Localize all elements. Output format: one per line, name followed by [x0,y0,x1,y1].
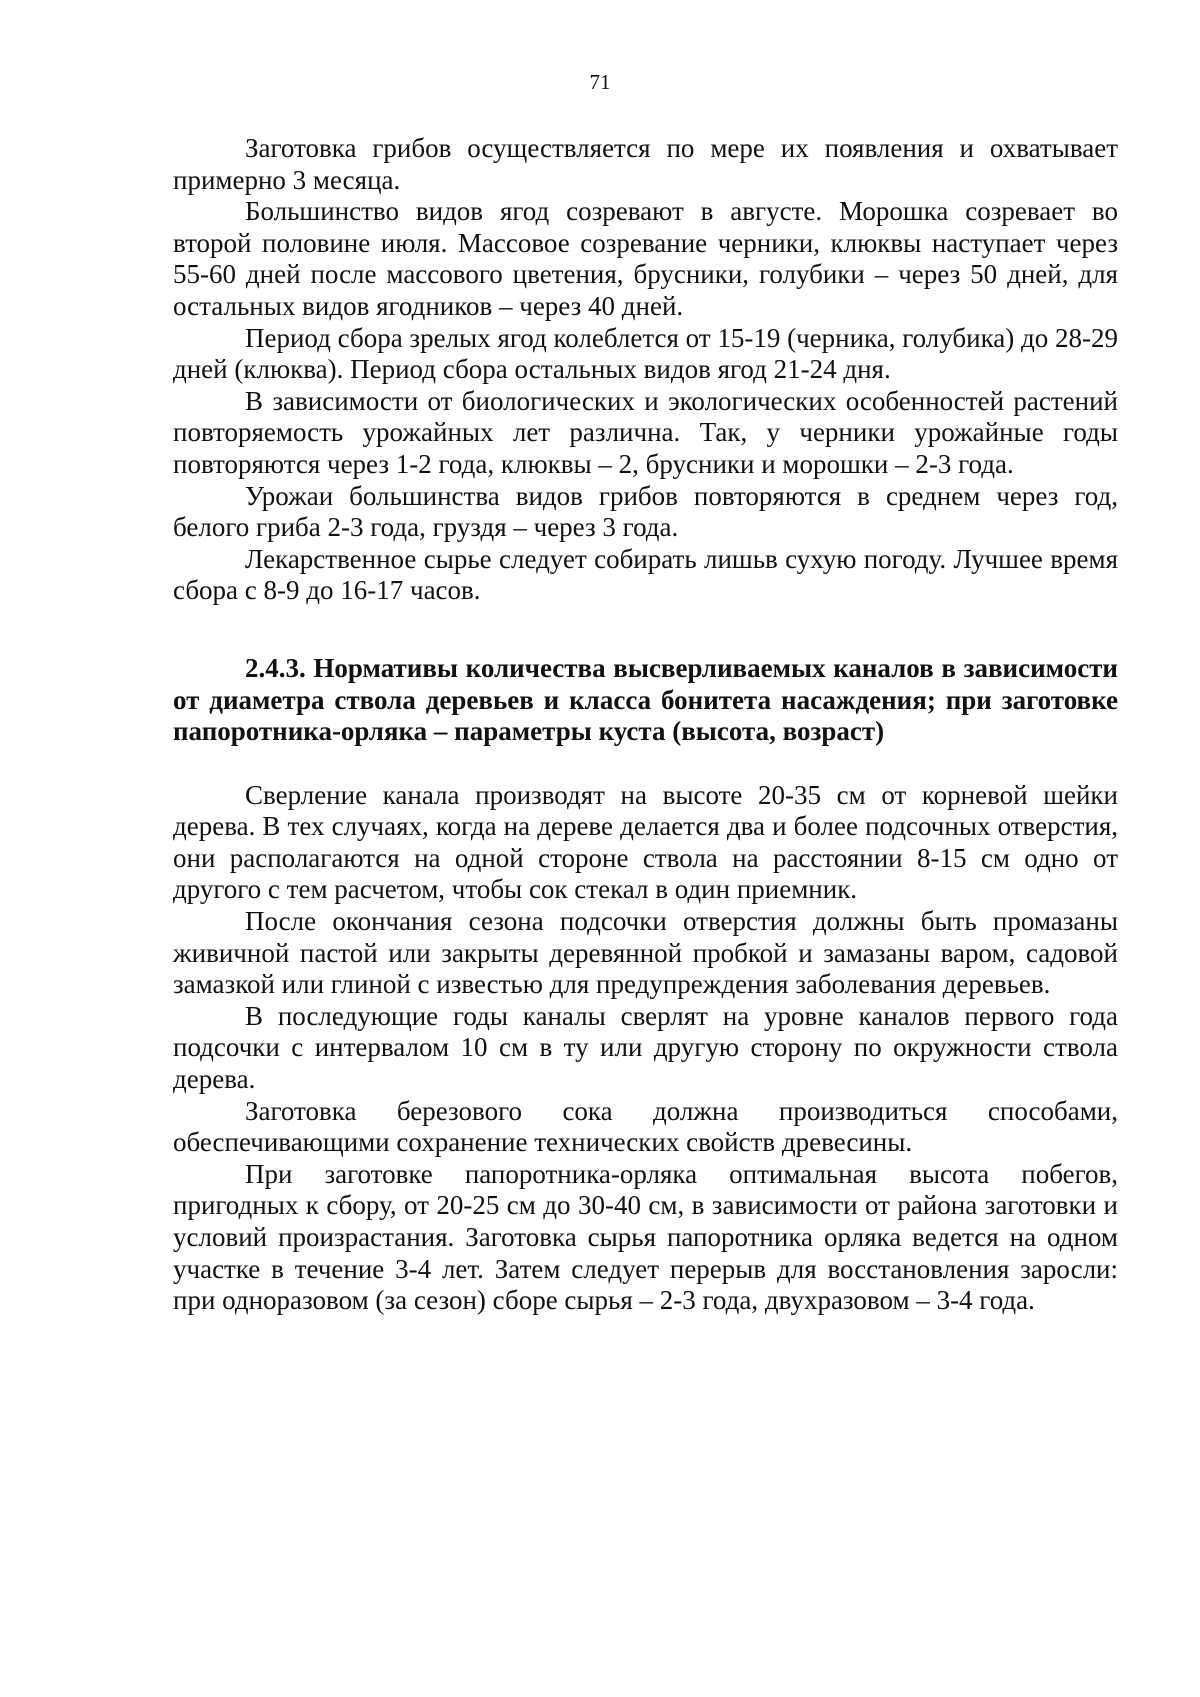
section-heading: 2.4.3. Нормативы количества высверливаемых каналов в зависимости от диаметра ствола деревьев и класса бонитета насаждения; при заготовке папоротника-орляка – параметры куста (высота, возраст) [173,652,1118,747]
paragraph-bracken-fern: При заготовке папоротника-орляка оптимальная высота побегов, пригодных к сбору, от 20-25 см до 30-40 см, в зависимости от района заготовки и условий произрастания. Заготовка сырья папоротника орляка ведется на одном участке в течение 3-4 лет. Затем следует перерыв для восстановления заросли: при одноразовом (за сезон) сборе сырья – 2-3 года, двухразовом – 3-4 года. [173,1158,1118,1316]
paragraph-berry-collection-period: Период сбора зрелых ягод колеблется от 15-19 (черника, голубика) до 28-29 дней (клюква). Период сбора остальных видов ягод 21-24 дня. [173,322,1118,385]
heading-spacer [173,748,1118,780]
page-number: 71 [589,70,611,94]
paragraph-berry-ripening: Большинство видов ягод созревают в августе. Морошка созревает во второй половине июля. Массовое созревание черники, клюквы наступает через 55-60 дней после массового цветения, брусники, голубики – через 50 дней, для остальных видов ягодников – через 40 дней. [173,196,1118,321]
paragraph-following-years: В последующие годы каналы сверлят на уровне каналов первого года подсочки с интервалом 10 см в ту или другую сторону по окружности ствола дерева. [173,1000,1118,1095]
paragraph-mushroom-harvest: Заготовка грибов осуществляется по мере их появления и охватывает примерно 3 месяца. [173,133,1118,195]
page-body [173,133,1118,1317]
paragraph-harvest-recurrence: В зависимости от биологических и экологических особенностей растений повторяемость урожайных лет различна. Так, у черники урожайные годы повторяются через 1-2 года, клюквы – 2, брусники и морошки – 2-3 года. [173,385,1118,479]
paragraph-hole-sealing: После окончания сезона подсочки отверстия должны быть промазаны живичной пастой или закрыты деревянной пробкой и замазаны варом, садовой замазкой или глиной с известью для предупреждения заболевания деревьев. [173,906,1118,1000]
paragraph-channel-drilling: Сверление канала производят на высоте 20-35 см от корневой шейки дерева. В тех случаях, когда на дереве делается два и более подсочных отверстия, они располагаются на одной стороне ствола на расстоянии 8-15 см одно от другого с тем расчетом, чтобы сок стекал в один приемник. [173,779,1118,905]
paragraph-birch-sap: Заготовка березового сока должна производиться способами, обеспечивающими сохранение технических свойств древесины. [173,1095,1118,1158]
paragraph-mushroom-yield: Урожаи большинства видов грибов повторяются в среднем через год, белого гриба 2-3 года, груздя – через 3 года. [173,480,1118,543]
paragraph-medicinal-raw-material: Лекарственное сырье следует собирать лишьв сухую погоду. Лучшее время сбора с 8-9 до 16-17 часов. [173,543,1118,606]
